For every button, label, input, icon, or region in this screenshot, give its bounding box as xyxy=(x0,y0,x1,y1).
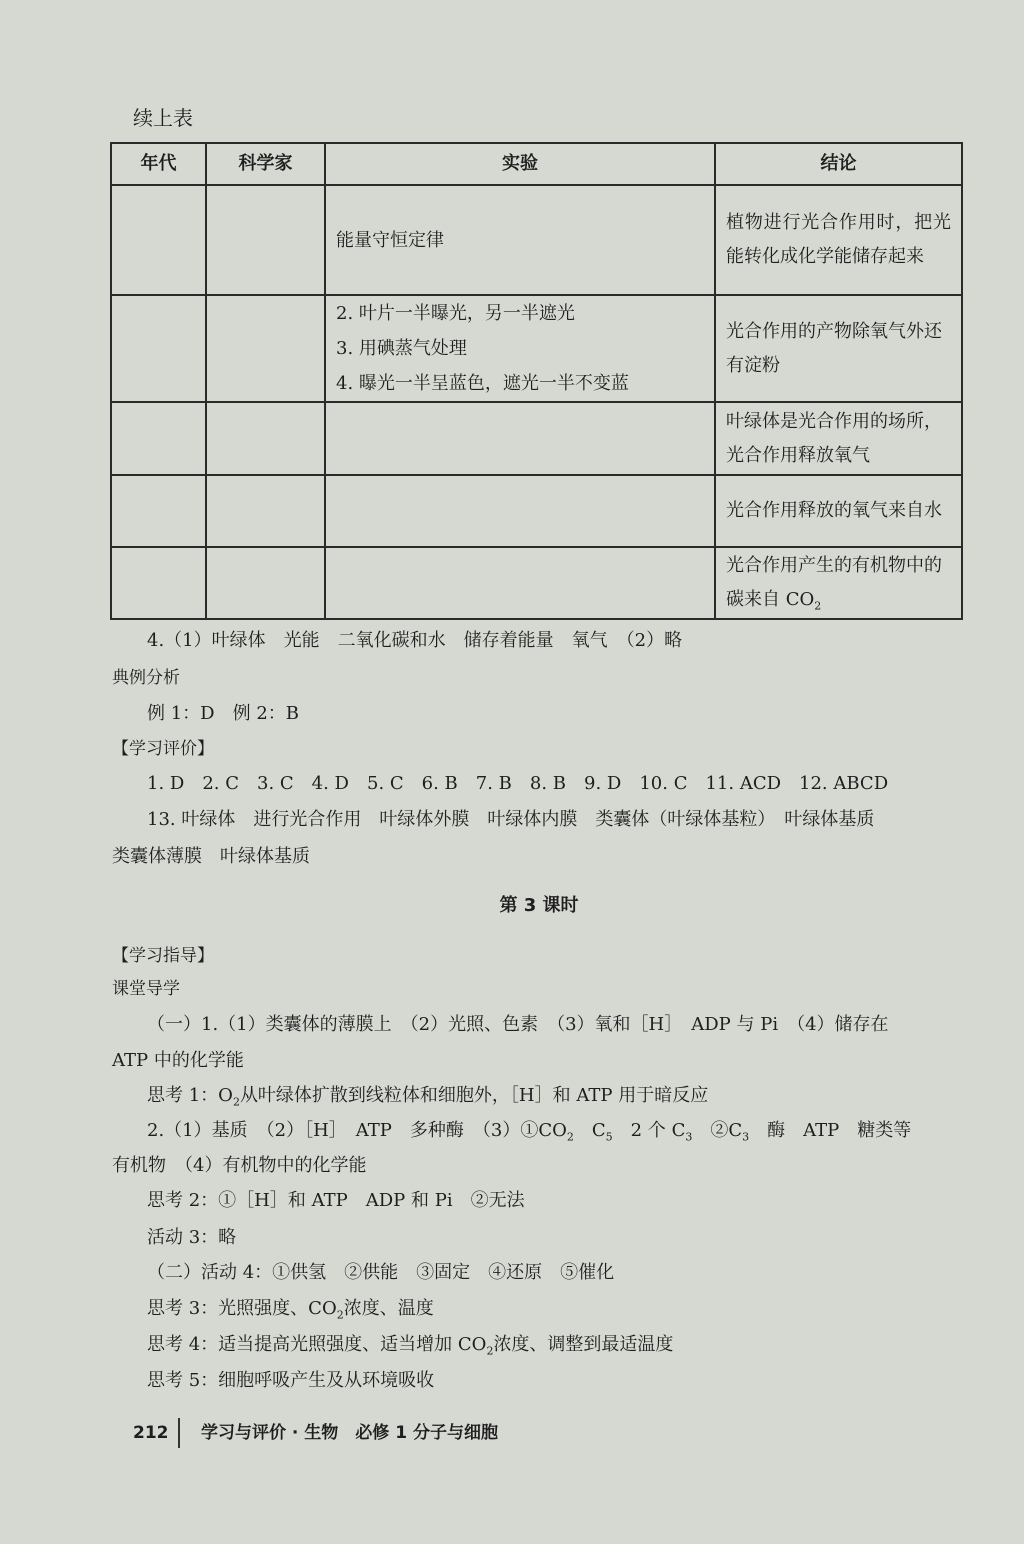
guide-heading: 【学习指导】 xyxy=(112,946,214,966)
think-3-text: 思考 3：光照强度、CO xyxy=(147,1298,337,1319)
subscript: 3 xyxy=(685,1130,693,1144)
experiment-line: 2. 叶片一半曝光，另一半遮光 xyxy=(336,303,575,324)
table-row xyxy=(111,295,962,402)
cell-experiment xyxy=(325,547,715,619)
lesson-title: 第 3 课时 xyxy=(499,895,579,916)
paragraph-1-line-1: （一）1.（1）类囊体的薄膜上 （2）光照、色素 （3）氧和［H］ ADP 与 Pi （4）储存在 xyxy=(147,1014,889,1035)
cell-scientist xyxy=(206,475,325,547)
cell-year xyxy=(111,185,206,295)
think-1 xyxy=(147,1084,708,1108)
p2-text: 酶 ATP 糖类等 xyxy=(749,1120,912,1141)
cell-conclusion xyxy=(715,547,962,619)
history-table xyxy=(110,142,963,620)
experiment-line: 4. 曝光一半呈蓝色，遮光一半不变蓝 xyxy=(336,373,629,394)
cell-experiment xyxy=(325,295,715,402)
header-experiment: 实验 xyxy=(325,143,715,185)
paragraph-1-line-2: ATP 中的化学能 xyxy=(112,1050,244,1071)
think-3 xyxy=(147,1297,434,1321)
eval-answers-line-1: 1. D 2. C 3. C 4. D 5. C 6. B 7. B 8. B 9. D 10. C 11. ACD 12. ABCD xyxy=(147,773,889,794)
think-4-text: 思考 4：适当提高光照强度、适当增加 CO xyxy=(147,1334,487,1355)
conclusion-text: 光合作用产生的有机物中的碳来自 CO xyxy=(726,555,942,610)
p2-text: ②C xyxy=(692,1120,743,1141)
cell-conclusion: 植物进行光合作用时，把光能转化成化学能储存起来 xyxy=(715,185,962,295)
subscript: 2 xyxy=(336,1308,344,1322)
cell-year xyxy=(111,547,206,619)
paragraph-2-line-1 xyxy=(147,1119,911,1143)
table-row xyxy=(111,547,962,619)
think-4-text-rest: 浓度、调整到最适温度 xyxy=(493,1334,674,1355)
question-4-answer: 4.（1）叶绿体 光能 二氧化碳和水 储存着能量 氧气 （2）略 xyxy=(147,630,683,651)
cell-year xyxy=(111,402,206,475)
table-header-row xyxy=(111,143,962,185)
cell-conclusion: 叶绿体是光合作用的场所，光合作用释放氧气 xyxy=(715,402,962,475)
page-number: 212 xyxy=(133,1423,169,1443)
header-conclusion: 结论 xyxy=(715,143,962,185)
think-1-text-rest: 从叶绿体扩散到线粒体和细胞外，［H］和 ATP 用于暗反应 xyxy=(239,1085,709,1106)
experiment-line: 3. 用碘蒸气处理 xyxy=(336,338,467,359)
p2-text: 2 个 C xyxy=(612,1120,686,1141)
think-4 xyxy=(147,1333,673,1357)
experiment-line: 能量守恒定律 xyxy=(336,229,444,251)
header-year: 年代 xyxy=(111,143,206,185)
cell-scientist xyxy=(206,295,325,402)
cell-scientist xyxy=(206,547,325,619)
header-scientist: 科学家 xyxy=(206,143,325,185)
cell-experiment xyxy=(325,475,715,547)
cell-year xyxy=(111,295,206,402)
eval-answers-line-2: 13. 叶绿体 进行光合作用 叶绿体外膜 叶绿体内膜 类囊体（叶绿体基粒） 叶绿体基质 xyxy=(147,809,875,830)
subscript: 2 xyxy=(566,1130,574,1144)
think-3-text-rest: 浓度、温度 xyxy=(343,1298,434,1319)
cell-year xyxy=(111,475,206,547)
table-row xyxy=(111,185,962,295)
p2-text: C xyxy=(573,1120,606,1141)
example-answers: 例 1：D 例 2：B xyxy=(147,703,300,724)
cell-conclusion: 光合作用的产物除氧气外还有淀粉 xyxy=(715,295,962,402)
cell-experiment xyxy=(325,402,715,475)
think-2: 思考 2：①［H］和 ATP ADP 和 Pi ②无法 xyxy=(147,1190,525,1211)
eval-heading: 【学习评价】 xyxy=(112,739,214,759)
think-5: 思考 5：细胞呼吸产生及从环境吸收 xyxy=(147,1370,435,1391)
cell-conclusion: 光合作用释放的氧气来自水 xyxy=(715,475,962,547)
eval-answers-line-3: 类囊体薄膜 叶绿体基质 xyxy=(112,846,310,867)
think-1-text: 思考 1：O xyxy=(147,1085,233,1106)
footer-divider xyxy=(178,1418,180,1448)
activity-3: 活动 3：略 xyxy=(147,1227,237,1248)
subscript: 2 xyxy=(232,1095,240,1109)
cell-experiment xyxy=(325,185,715,295)
subscript: 2 xyxy=(814,599,822,613)
part-2-activity-4: （二）活动 4：①供氢 ②供能 ③固定 ④还原 ⑤催化 xyxy=(147,1262,615,1283)
subscript: 3 xyxy=(742,1130,750,1144)
continue-label: 续上表 xyxy=(133,106,193,130)
cell-scientist xyxy=(206,402,325,475)
class-guide-heading: 课堂导学 xyxy=(112,979,180,999)
example-heading: 典例分析 xyxy=(112,668,180,688)
table-row xyxy=(111,475,962,547)
cell-scientist xyxy=(206,185,325,295)
p2-text: 2.（1）基质 （2）［H］ ATP 多种酶 （3）①CO xyxy=(147,1120,567,1141)
book-title: 学习与评价 · 生物 必修 1 分子与细胞 xyxy=(201,1423,498,1443)
subscript: 5 xyxy=(605,1130,613,1144)
table-row xyxy=(111,402,962,475)
subscript: 2 xyxy=(486,1344,494,1358)
paragraph-2-line-2: 有机物 （4）有机物中的化学能 xyxy=(112,1155,367,1176)
